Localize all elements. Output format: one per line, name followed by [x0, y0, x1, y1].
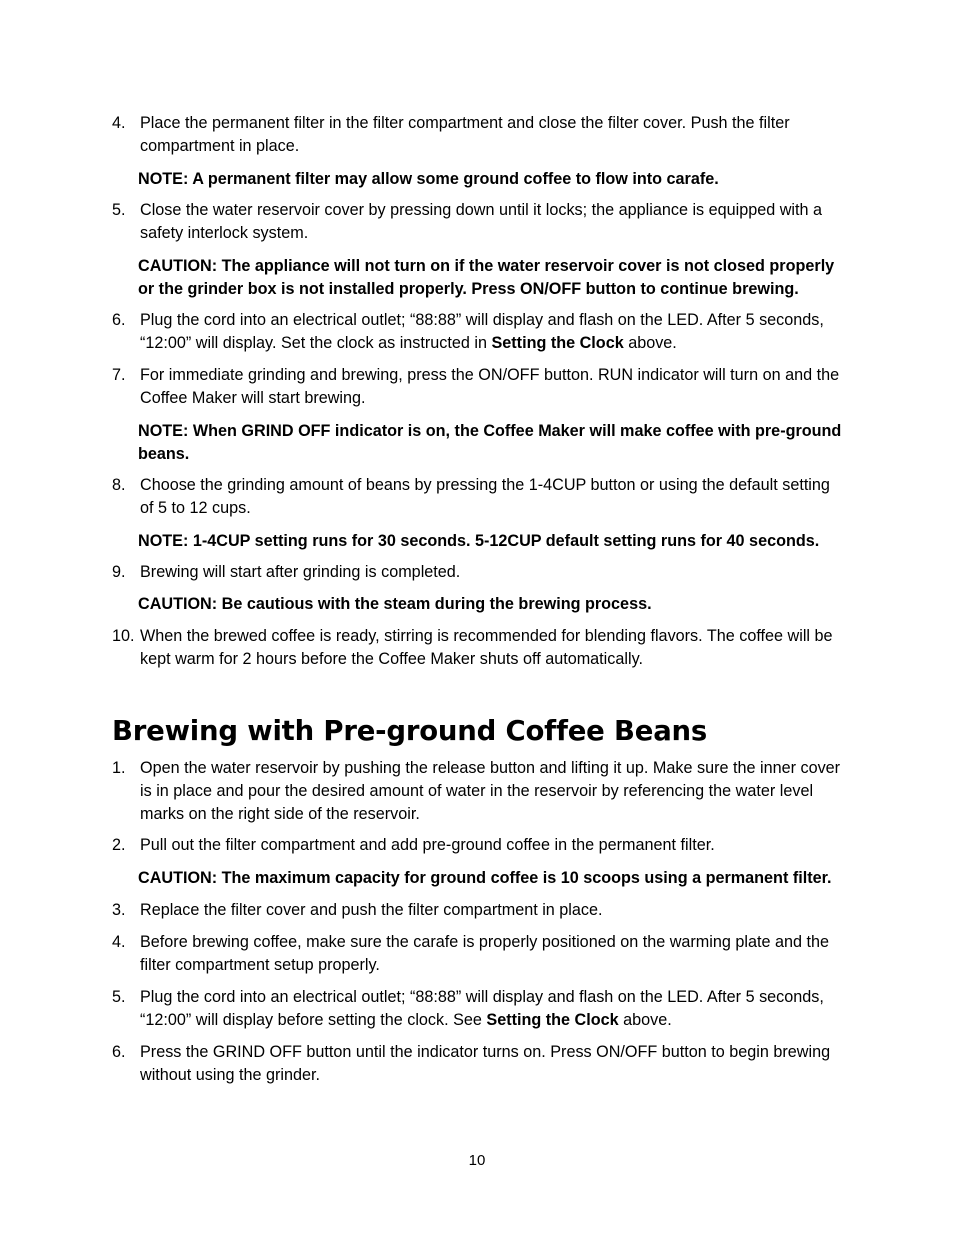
- item-number: 6.: [112, 311, 126, 329]
- item-text: [140, 986, 842, 1032]
- item-text: Place the permanent filter in the filter compartment and close the filter cover. Push the filter compartment in place.: [140, 114, 790, 155]
- caution: CAUTION: Be cautious with the steam during the brewing process.: [138, 595, 652, 613]
- item-number: 9.: [112, 563, 126, 581]
- item-number: 4.: [112, 933, 126, 951]
- item-text: [140, 309, 842, 355]
- item-number: 2.: [112, 836, 126, 854]
- item-text-part: above.: [618, 1011, 672, 1029]
- item-text-part: Plug the cord into an electrical outlet; “88:88” will display and flash on the LED. After 5 seconds, “12:00” will display. Set the clock as instructed in: [140, 311, 824, 352]
- item-text: Brewing will start after grinding is completed.: [140, 563, 461, 581]
- page-number: 10: [468, 1152, 486, 1169]
- setting-the-clock-reference: Setting the Clock: [491, 334, 624, 352]
- list-item: [112, 986, 842, 1032]
- item-text: Pull out the filter compartment and add pre-ground coffee in the permanent filter.: [140, 836, 715, 854]
- list-item: [112, 625, 842, 671]
- note: NOTE: A permanent filter may allow some ground coffee to flow into carafe.: [138, 170, 719, 188]
- note: NOTE: 1-4CUP setting runs for 30 seconds. 5-12CUP default setting runs for 40 seconds.: [138, 532, 820, 550]
- item-text: Press the GRIND OFF button until the indicator turns on. Press ON/OFF button to begin brewing without using the grinder.: [140, 1043, 831, 1084]
- item-number: 1.: [112, 759, 126, 777]
- list-item: [112, 1041, 842, 1087]
- list-item: [112, 931, 842, 977]
- list-item: [112, 112, 842, 158]
- item-text: When the brewed coffee is ready, stirring is recommended for blending flavors. The coffee will be kept warm for 2 hours before the Coffee Maker shuts off automatically.: [140, 627, 833, 668]
- list-item: [112, 899, 842, 922]
- list-item: [112, 757, 842, 826]
- item-number: 7.: [112, 366, 126, 384]
- item-text: Before brewing coffee, make sure the carafe is properly positioned on the warming plate and the filter compartment setup properly.: [140, 933, 829, 974]
- item-text-part: Plug the cord into an electrical outlet; “88:88” will display and flash on the LED. After 5 seconds, “12:00” will display before setting the clock. See: [140, 988, 824, 1029]
- note: NOTE: When GRIND OFF indicator is on, the Coffee Maker will make coffee with pre-ground beans.: [138, 422, 842, 463]
- list-item: [112, 364, 842, 410]
- item-number: 6.: [112, 1043, 126, 1061]
- list-item: [112, 309, 842, 355]
- caution: CAUTION: The appliance will not turn on if the water reservoir cover is not closed properly or the grinder box is not installed properly. Press ON/OFF button to continue brewing.: [138, 257, 835, 298]
- item-number: 4.: [112, 114, 126, 132]
- setting-the-clock-reference: Setting the Clock: [486, 1011, 619, 1029]
- item-number: 3.: [112, 901, 126, 919]
- item-number: 5.: [112, 988, 126, 1006]
- item-text: Replace the filter cover and push the filter compartment in place.: [140, 901, 603, 919]
- item-number: 8.: [112, 476, 126, 494]
- section-heading: Brewing with Pre-ground Coffee Beans: [112, 715, 708, 747]
- list-item: [112, 474, 842, 520]
- item-text: Close the water reservoir cover by pressing down until it locks; the appliance is equipped with a safety interlock system.: [140, 201, 823, 242]
- item-text-part: above.: [623, 334, 677, 352]
- list-item: [112, 834, 842, 857]
- item-number: 10.: [112, 627, 135, 645]
- list-item: [112, 561, 842, 584]
- item-number: 5.: [112, 201, 126, 219]
- list-item: [112, 199, 842, 245]
- item-text: Open the water reservoir by pushing the release button and lifting it up. Make sure the inner cover is in place and pour the desired amount of water in the reservoir by referencing the water level marks on the right side of the reservoir.: [140, 759, 841, 823]
- caution: CAUTION: The maximum capacity for ground coffee is 10 scoops using a permanent filter.: [138, 869, 832, 887]
- item-text: For immediate grinding and brewing, press the ON/OFF button. RUN indicator will turn on and the Coffee Maker will start brewing.: [140, 366, 840, 407]
- item-text: Choose the grinding amount of beans by pressing the 1-4CUP button or using the default setting of 5 to 12 cups.: [140, 476, 830, 517]
